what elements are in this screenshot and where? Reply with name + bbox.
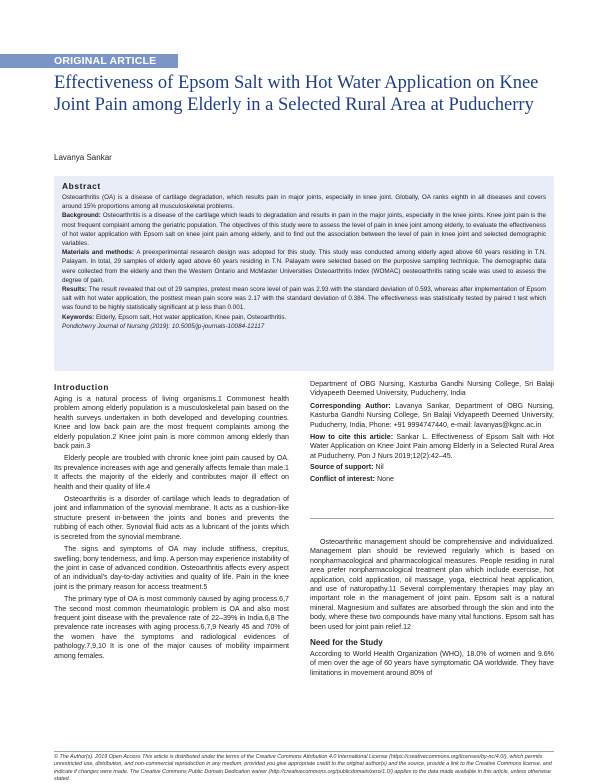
how-to-cite: How to cite this article: Sankar L. Effectiveness of Epsom Salt with Hot Water Application on Knee Joint Pain among Elderly in a Selected Rural Area at Puducherry. Pon J Nurs 2019;12(2):42–45. xyxy=(310,433,554,460)
need-for-study-heading: Need for the Study xyxy=(310,638,383,648)
abstract-results: Results: The result revealed that out of 29 samples, pretest mean score level of pain was 2.93 with the standard deviation of 0.593, whereas after implementation of Epsom salt with hot water application, the posttest mean pain score was 2.17 with the standard deviation of 0.384. The effectiveness was statistically tested by paired t test which was found to be highly statistically significant at p less than 0.001. xyxy=(62,286,546,312)
intro-paragraph-5: The primary type of OA is most commonly caused by aging process.6,7 The second most common rheumatologic problem is OA and also most frequent joint disease with the prevalence rate of 22–39% in India.6,8 The prevalence rate increases with aging process.6,7,9 Nearly 45 and 70% of the women have the symptoms and radiological evidences of pathology.7,9,10 It is one of the major causes of mobility impairment among females. xyxy=(54,595,289,660)
intro-paragraph-3: Osteoarthritis is a disorder of cartilage which leads to degradation of joint and inflammation of the synovial membrane. It acts as a cushion-like structure present in-between the joints and bones and prevents the rubbing of each other. Synovial fluid acts as a lubricant of the joints which is secreted from the synovial membrane. xyxy=(54,495,289,541)
need-for-study-paragraph: According to World Health Organization (WHO), 18.0% of women and 9.6% of men over the age of 60 years have symptomatic OA worldwide. They have limitations in movement around 80% of xyxy=(310,650,554,677)
abstract-citation: Pondicherry Journal of Nursing (2019): 10.5005/jp-journals-10084-12117 xyxy=(62,322,265,330)
intro-paragraph-1: Aging is a natural process of living organisms.1 Commonest health problem among elderly population is a musculoskeletal pain based on the health surveys undertaken in both developed and developing countries. Knee and low back pain are the most frequent complaints among the elderly population.2 Knee joint pain is more common among elderly than back pain.3 xyxy=(54,395,289,451)
abstract-heading: Abstract xyxy=(62,181,101,191)
footer-divider xyxy=(54,751,554,752)
affiliation-divider xyxy=(310,518,554,519)
article-title: Effectiveness of Epsom Salt with Hot Water Application on Knee Joint Pain among Elderly in a Selected Rural Area at Puducherry xyxy=(54,73,539,115)
right-body-column xyxy=(310,535,554,678)
article-type-banner xyxy=(0,54,178,68)
author-name: Lavanya Sankar xyxy=(54,153,112,162)
affiliation-dept: Department of OBG Nursing, Kasturba Gandhi Nursing College, Sri Balaji Vidyapeeth Deemed University, Puducherry, India xyxy=(310,380,554,398)
article-type-label: ORIGINAL ARTICLE xyxy=(54,55,157,67)
abstract-intro: Osteoarthritis (OA) is a disease of cartilage degradation, which results pain in major joints, especially in knee joint. Globally, OA ranks eighth in all diseases and covers around 15% proportions among all musculoskeletal problems. xyxy=(62,194,546,211)
source-of-support: Source of support: Nil xyxy=(310,463,384,472)
abstract-box xyxy=(54,176,554,371)
license-footer: © The Author(s). 2019 Open Access This article is distributed under the terms of the Creative Commons Attribution 4.0 International License (https://creativecommons.org/licenses/by-nc/4.0/), which permits unrestricted use, distribution, and non-commercial reproduction in any medium, provided you give appropriate credit to the original author(s) and the source, provide a link to the Creative Commons license, and indicate if changes were made. The Creative Commons Public Domain Dedication waiver (http://creativecommons.org/publicdomain/zero/1.0/) applies to the data made available in this article, unless otherwise stated. xyxy=(54,754,552,783)
intro-paragraph-4: The signs and symptoms of OA may include stiffness, crepitus, swelling, bony tenderness, and limp. A person may experience instability of the joint in case of advanced condition. Osteoarthritis affects every aspect of an individual's day-to-day activities and quality of life. Pain in the knee joint is the primary reason for access treatment.5 xyxy=(54,545,290,591)
corresponding-author: Corresponding Author: Lavanya Sankar, Department of OBG Nursing, Kasturba Gandhi Nursing College, Sri Balaji Vidyapeeth Deemed University, Puducherry, India, Phone: +91 9994747440, e-mail: lavanyas@kgnc.ac.in xyxy=(310,401,555,429)
abstract-background: Background: Osteoarthritis is a disease of the cartilage which leads to degradation and results in pain in the major joints, especially in the knee joints. Knee joint pain is the most frequent complaint among the geriatric population. The objectives of this study were to assess the level of pain in knee joint among elderly, to evaluate the effectiveness of hot water application with Epsom salt on knee joint pain among elderly, and to find out the association between the level of pain in knee joint and selected demographic variables. xyxy=(62,212,547,248)
abstract-methods: Materials and methods: A preexperimental research design was adopted for this study. This study was conducted among elderly aged above 60 years residing in T.N. Palayam. In total, 29 samples of elderly aged above 60 years residing in T.N. Palayam were selected based on the purposive sampling technique. The demographic data were collected from the elderly and then the Western Ontario and McMaster Universities Osteoarthritis Index (WOMAC) oesteoarthritis rating scale was used to assess the degree of pain. xyxy=(62,249,546,284)
management-paragraph: Osteoarthritic management should be comprehensive and individualized. Management plan should be reviewed regularly which is based on nonpharmacological and pharmacological measures. People residing in rural area prefer nonpharmacological treatment plan which include exercise, hot application, cold application, oil massage, yoga, electrical heat application, and use of naturopathy.11 Several complementary therapies may play an important role in the management of joint pain. Epsom salt is a natural mineral. Magnesium and sulfates are absorbed through the skin and into the body, where these two compounds have many vital functions. Epsom salt has been used for joint pain relief.12 xyxy=(310,538,554,631)
affiliation-block xyxy=(310,380,554,484)
intro-paragraph-2: Elderly people are troubled with chronic knee joint pain caused by OA. Its prevalence increases with age and generally affects female than male.1 It affects the majority of the elderly and contributes major ill effect on health and their quality of life.4 xyxy=(54,454,289,491)
introduction-column xyxy=(54,383,289,661)
abstract-keywords: Keywords: Elderly, Epsom salt, Hot water application, Knee pain, Osteoarthritis. xyxy=(62,313,287,321)
introduction-heading: Introduction xyxy=(54,383,109,392)
conflict-of-interest: Conflict of interest: None xyxy=(310,474,394,483)
